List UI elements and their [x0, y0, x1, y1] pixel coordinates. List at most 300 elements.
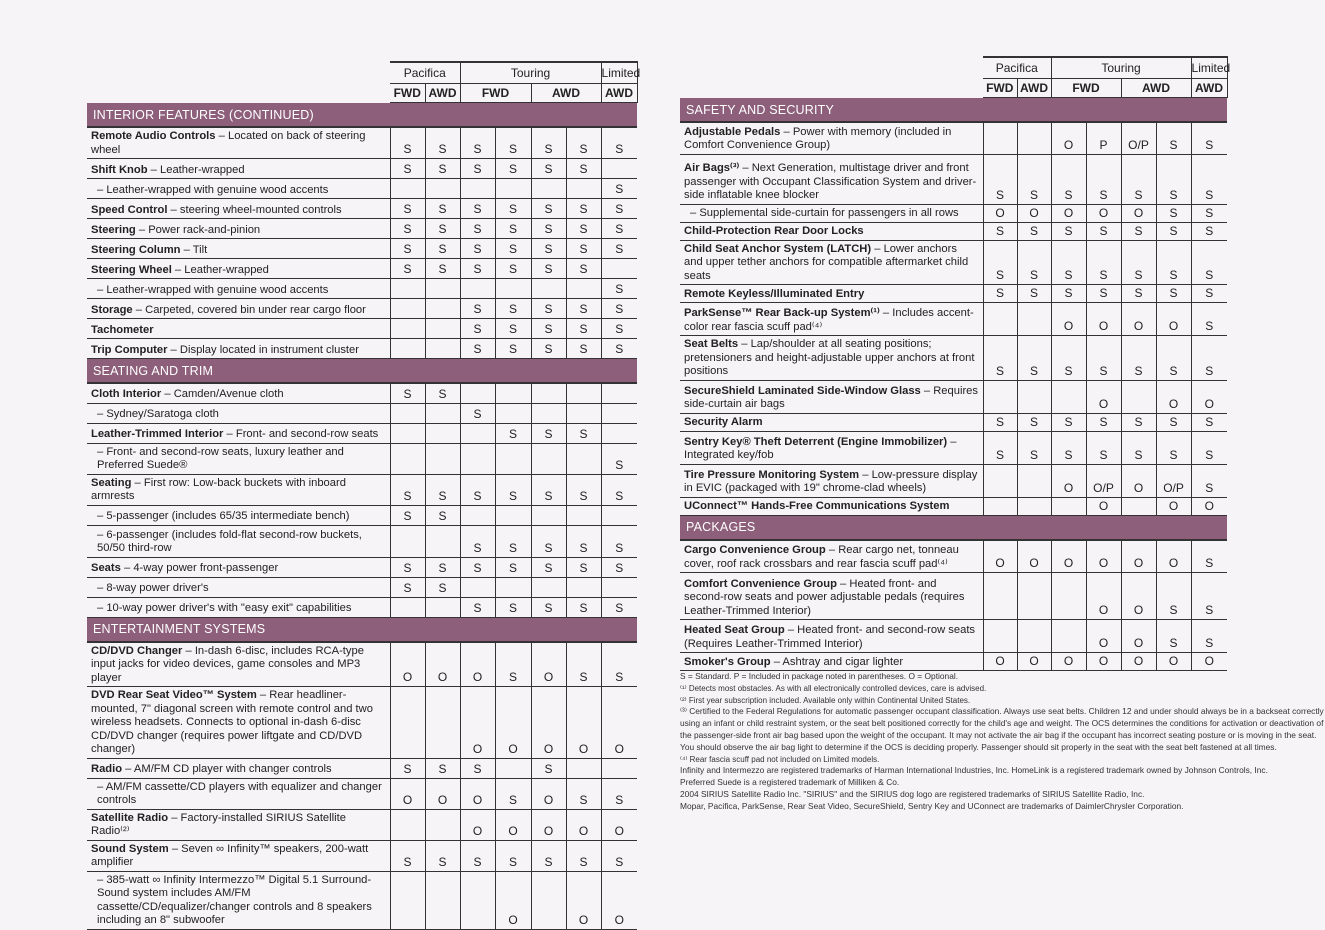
availability-cell: O — [1017, 653, 1051, 671]
availability-cell: S — [601, 642, 637, 687]
availability-cell: S — [566, 840, 601, 871]
availability-cell: S — [390, 840, 425, 871]
availability-cell: S — [390, 474, 425, 505]
feature-label: Seat Belts – Lap/shoulder at all seating positions; pretensioners and height-adjustable upper anchors at front positions — [680, 336, 983, 381]
availability-cell — [390, 423, 425, 443]
availability-cell: S — [566, 778, 601, 809]
feature-description: Heated front- and second-row seats (Requires Leather-Trimmed Interior) — [684, 624, 976, 650]
availability-cell: S — [601, 179, 637, 199]
availability-cell: O — [531, 809, 566, 840]
availability-cell — [983, 573, 1017, 620]
table-row — [680, 497, 1227, 515]
availability-cell: S — [1191, 222, 1227, 240]
availability-cell: O — [425, 778, 460, 809]
table-row — [87, 840, 637, 871]
availability-cell: O — [460, 642, 495, 687]
availability-cell: S — [566, 474, 601, 505]
feature-description: – 6-passenger (includes fold-flat second-row buckets, 50/50 third-row — [97, 528, 362, 554]
availability-cell — [495, 279, 531, 299]
availability-cell: O — [425, 642, 460, 687]
availability-cell: O — [1121, 303, 1156, 336]
availability-cell — [983, 464, 1017, 497]
table-row — [87, 758, 637, 778]
availability-cell: O — [1086, 303, 1121, 336]
availability-cell: O — [983, 204, 1017, 222]
availability-cell — [601, 259, 637, 279]
availability-cell — [460, 279, 495, 299]
availability-cell: S — [601, 319, 637, 339]
availability-cell: S — [495, 159, 531, 179]
feature-description: – Leather-wrapped with genuine wood accents — [97, 183, 329, 196]
availability-cell: S — [531, 423, 566, 443]
availability-cell: S — [460, 199, 495, 219]
availability-cell: S — [1086, 240, 1121, 285]
table-row — [87, 159, 637, 179]
availability-cell — [425, 525, 460, 557]
availability-cell — [390, 871, 425, 929]
availability-cell — [390, 339, 425, 359]
availability-cell: S — [495, 840, 531, 871]
availability-cell — [425, 423, 460, 443]
feature-description: In-dash 6-disc, includes RCA-type input jacks for video devices, game consoles and MP3 player — [91, 644, 364, 684]
availability-cell: S — [531, 199, 566, 219]
availability-cell: S — [390, 199, 425, 219]
availability-cell: O — [460, 809, 495, 840]
availability-cell: S — [495, 319, 531, 339]
availability-cell: S — [425, 239, 460, 259]
availability-cell: S — [495, 778, 531, 809]
availability-cell: S — [1156, 240, 1191, 285]
table-row — [87, 778, 637, 809]
feature-name: Storage — [91, 303, 133, 316]
feature-label — [680, 204, 983, 222]
section-header — [87, 359, 637, 384]
availability-cell: S — [531, 259, 566, 279]
availability-cell — [566, 758, 601, 778]
table-row — [87, 219, 637, 239]
feature-description: – 385-watt ∞ Infinity Intermezzo™ Digital 5.1 Surround-Sound system includes AM/FM cassette/CD/equalizer/changer controls and 8 speakers including an 8" subwoofer — [97, 873, 372, 926]
header-pacifica-fwd: FWD — [390, 84, 425, 103]
availability-cell: S — [1086, 431, 1121, 464]
availability-cell: O — [983, 653, 1017, 671]
table-row — [87, 259, 637, 279]
section-title: SEATING AND TRIM — [87, 359, 637, 384]
footnote-line: Mopar, Pacifica, ParkSense, Rear Seat Video, SecureShield, Sentry Key and UConnect are trademarks of DaimlerChrysler Corporation. — [680, 800, 1184, 811]
availability-cell — [983, 380, 1017, 413]
feature-description: – 8-way power driver's — [97, 582, 209, 594]
section-title: INTERIOR FEATURES (CONTINUED) — [87, 103, 637, 128]
availability-cell — [601, 423, 637, 443]
availability-cell: S — [1051, 431, 1086, 464]
availability-cell — [566, 403, 601, 423]
section-header — [87, 617, 637, 642]
availability-cell: S — [601, 443, 637, 474]
table-row — [680, 464, 1227, 497]
availability-cell: S — [983, 154, 1017, 204]
table-row — [87, 577, 637, 597]
feature-label — [87, 505, 390, 525]
feature-name: Sound System — [91, 842, 169, 855]
feature-label: Speed Control – steering wheel-mounted controls — [87, 199, 390, 219]
availability-cell: S — [460, 403, 495, 423]
feature-label — [87, 597, 390, 617]
availability-cell: O — [460, 687, 495, 759]
availability-cell: O — [1121, 620, 1156, 653]
availability-cell — [495, 383, 531, 403]
availability-cell: S — [425, 383, 460, 403]
header-trim-row — [87, 62, 637, 84]
availability-cell: S — [1156, 222, 1191, 240]
feature-description: 4-way power front-passenger — [133, 562, 279, 574]
table-row — [680, 154, 1227, 204]
availability-cell: S — [1156, 336, 1191, 381]
availability-cell: S — [390, 577, 425, 597]
table-row — [680, 620, 1227, 653]
feature-label: Comfort Convenience Group – Heated front- and second-row seats and power adjustable pedals (requires Leather-Trimmed Interior) — [680, 573, 983, 620]
availability-cell — [390, 279, 425, 299]
availability-cell: O/P — [1086, 464, 1121, 497]
feature-description: AM/FM CD player with changer controls — [133, 763, 332, 775]
feature-name: Speed Control — [91, 203, 168, 216]
feature-description: Includes accent-color rear fascia scuff pad⁽⁴⁾ — [684, 307, 974, 333]
availability-cell: O — [1051, 540, 1086, 573]
availability-cell: S — [425, 758, 460, 778]
availability-cell: S — [495, 557, 531, 577]
availability-cell — [1051, 497, 1086, 515]
availability-cell: S — [425, 505, 460, 525]
feature-description: – 5-passenger (includes 65/35 intermediate bench) — [97, 510, 350, 522]
availability-cell: O — [1017, 204, 1051, 222]
feature-description: Carpeted, covered bin under rear cargo floor — [145, 303, 366, 316]
availability-cell — [601, 403, 637, 423]
availability-cell: S — [566, 299, 601, 319]
availability-cell: O — [460, 778, 495, 809]
availability-cell: S — [531, 239, 566, 259]
availability-cell — [531, 871, 566, 929]
availability-cell: S — [425, 159, 460, 179]
feature-description: Display located in instrument cluster — [179, 343, 359, 356]
feature-label — [87, 279, 390, 299]
availability-cell: S — [1191, 204, 1227, 222]
availability-cell: S — [425, 474, 460, 505]
availability-cell: O — [1086, 204, 1121, 222]
availability-cell: O — [1156, 540, 1191, 573]
availability-cell: O — [601, 809, 637, 840]
availability-cell: S — [601, 557, 637, 577]
section-header — [680, 98, 1227, 123]
table-row — [680, 303, 1227, 336]
availability-cell — [390, 809, 425, 840]
availability-cell: S — [566, 219, 601, 239]
availability-cell — [390, 525, 425, 557]
feature-name: SecureShield Laminated Side-Window Glass — [684, 384, 921, 397]
availability-cell: S — [1156, 122, 1191, 154]
availability-cell: S — [531, 127, 566, 159]
header-pacifica-fwd: FWD — [983, 79, 1017, 98]
availability-cell: S — [566, 259, 601, 279]
availability-cell: S — [983, 222, 1017, 240]
feature-description: Heated front- and second-row seats and power adjustable pedals (requires Leather-Trimmed Interior) — [684, 577, 965, 617]
table-row — [680, 380, 1227, 413]
availability-cell: O — [1191, 380, 1227, 413]
availability-cell — [1017, 497, 1051, 515]
feature-label: CD/DVD Changer – In-dash 6-disc, includes RCA-type input jacks for video devices, game consoles and MP3 player — [87, 642, 390, 687]
availability-cell: S — [460, 319, 495, 339]
footnote-line: ⁽⁴⁾ Rear fascia scuff pad not included on Limited models. — [680, 754, 880, 764]
header-drive-row — [680, 79, 1227, 98]
feature-label — [87, 403, 390, 423]
availability-cell — [1051, 573, 1086, 620]
availability-cell: O — [1086, 653, 1121, 671]
availability-cell — [601, 159, 637, 179]
availability-cell: S — [1051, 413, 1086, 431]
availability-cell: S — [601, 239, 637, 259]
availability-cell: S — [390, 159, 425, 179]
availability-cell: S — [495, 474, 531, 505]
availability-cell: S — [1191, 154, 1227, 204]
availability-cell — [495, 179, 531, 199]
availability-cell: S — [1121, 431, 1156, 464]
feature-description: – Sydney/Saratoga cloth — [97, 408, 219, 420]
feature-label: Radio – AM/FM CD player with changer controls — [87, 758, 390, 778]
availability-cell: S — [495, 299, 531, 319]
table-row — [680, 122, 1227, 154]
availability-cell: O — [983, 540, 1017, 573]
availability-cell: S — [531, 758, 566, 778]
table-row — [87, 505, 637, 525]
availability-cell: S — [495, 339, 531, 359]
availability-cell: S — [425, 840, 460, 871]
availability-cell: S — [1051, 240, 1086, 285]
availability-cell: P — [1086, 122, 1121, 154]
availability-cell: S — [1086, 285, 1121, 303]
availability-cell: S — [390, 505, 425, 525]
availability-cell — [460, 383, 495, 403]
feature-label — [680, 222, 983, 240]
legend-note: S = Standard. P = Included in package noted in parentheses. O = Optional. — [680, 671, 959, 681]
header-pacifica: Pacifica — [983, 57, 1051, 79]
availability-cell: O — [1121, 573, 1156, 620]
availability-cell: S — [1017, 285, 1051, 303]
availability-cell — [425, 443, 460, 474]
availability-cell: S — [1121, 154, 1156, 204]
feature-label: Storage – Carpeted, covered bin under rear cargo floor — [87, 299, 390, 319]
feature-name: Seating — [91, 476, 132, 489]
feature-label: Sound System – Seven ∞ Infinity™ speakers, 200-watt amplifier — [87, 840, 390, 871]
availability-cell — [601, 758, 637, 778]
availability-cell: O — [1191, 497, 1227, 515]
footnote-line: ⁽²⁾ First year subscription included. Available only within Continental United States. — [680, 695, 971, 705]
availability-cell: S — [495, 642, 531, 687]
feature-name: Adjustable Pedals — [684, 125, 781, 138]
header-touring-awd: AWD — [1121, 79, 1191, 98]
feature-description: steering wheel-mounted controls — [179, 203, 342, 216]
availability-cell: S — [1121, 222, 1156, 240]
availability-cell: S — [531, 339, 566, 359]
availability-cell: S — [1156, 154, 1191, 204]
availability-cell: S — [495, 239, 531, 259]
table-row — [87, 127, 637, 159]
feature-description: First row: Low-back buckets with inboard armrests — [91, 476, 346, 502]
feature-description: – AM/FM cassette/CD players with equalizer and changer controls — [97, 780, 382, 806]
header-pacifica-awd: AWD — [1017, 79, 1051, 98]
availability-cell: O — [1191, 653, 1227, 671]
feature-description: Power rack-and-pinion — [148, 223, 261, 236]
table-row — [87, 339, 637, 359]
availability-cell: S — [425, 219, 460, 239]
availability-cell: S — [1191, 285, 1227, 303]
feature-label: Adjustable Pedals – Power with memory (included in Comfort Convenience Group) — [680, 122, 983, 154]
availability-cell: S — [566, 239, 601, 259]
feature-description: Leather-wrapped — [184, 263, 269, 276]
availability-cell: S — [1121, 413, 1156, 431]
availability-cell — [390, 443, 425, 474]
availability-cell — [983, 122, 1017, 154]
availability-cell: S — [531, 474, 566, 505]
feature-description: Low-pressure display in EVIC (packaged with 19" chrome-clad wheels) — [684, 468, 978, 494]
availability-cell — [425, 597, 460, 617]
feature-label: Steering Wheel – Leather-wrapped — [87, 259, 390, 279]
header-touring-fwd: FWD — [1051, 79, 1121, 98]
availability-cell — [390, 179, 425, 199]
availability-cell — [566, 383, 601, 403]
availability-cell: O — [531, 642, 566, 687]
availability-cell — [983, 303, 1017, 336]
feature-label — [680, 413, 983, 431]
section-title: ENTERTAINMENT SYSTEMS — [87, 617, 637, 642]
availability-cell: S — [531, 557, 566, 577]
availability-cell — [425, 279, 460, 299]
availability-cell: O — [495, 687, 531, 759]
availability-cell: S — [425, 577, 460, 597]
availability-cell: S — [1017, 154, 1051, 204]
availability-cell: S — [460, 758, 495, 778]
table-row — [87, 199, 637, 219]
availability-cell: O — [1156, 497, 1191, 515]
availability-cell: S — [1086, 222, 1121, 240]
availability-cell: S — [460, 597, 495, 617]
feature-label: Trip Computer – Display located in instrument cluster — [87, 339, 390, 359]
feature-name: Air Bags⁽³⁾ — [684, 162, 740, 174]
availability-cell: O — [1051, 464, 1086, 497]
feature-name: Smoker's Group — [684, 655, 771, 668]
availability-cell — [425, 871, 460, 929]
availability-cell: O — [1121, 653, 1156, 671]
feature-label: Steering Column – Tilt — [87, 239, 390, 259]
feature-description: Tilt — [192, 243, 208, 256]
availability-cell: S — [1191, 431, 1227, 464]
availability-cell: S — [495, 525, 531, 557]
feature-label: DVD Rear Seat Video™ System – Rear headliner-mounted, 7" diagonal screen with remote control and two wireless headsets. Connects to optional in-dash 6-disc CD/DVD changer (requires power liftgate and CD/DVD changer) — [87, 687, 390, 759]
availability-cell: S — [460, 525, 495, 557]
section-header — [680, 515, 1227, 540]
availability-cell — [495, 505, 531, 525]
availability-cell: O — [495, 871, 531, 929]
feature-name: Remote Audio Controls — [91, 130, 216, 142]
availability-cell: S — [566, 423, 601, 443]
availability-cell — [1017, 464, 1051, 497]
availability-cell: S — [531, 299, 566, 319]
availability-cell: S — [1191, 122, 1227, 154]
availability-cell: S — [531, 597, 566, 617]
availability-cell — [495, 443, 531, 474]
availability-cell: S — [601, 840, 637, 871]
table-row — [87, 809, 637, 840]
availability-cell: S — [1156, 285, 1191, 303]
availability-cell: S — [390, 758, 425, 778]
header-limited-awd: AWD — [601, 84, 637, 103]
availability-cell — [566, 443, 601, 474]
availability-cell: S — [390, 383, 425, 403]
availability-cell: S — [566, 557, 601, 577]
availability-cell: S — [1017, 336, 1051, 381]
feature-description: Located on back of steering wheel — [91, 130, 366, 156]
availability-cell: S — [1051, 222, 1086, 240]
table-row — [87, 179, 637, 199]
header-drive-row — [87, 84, 637, 103]
availability-cell — [531, 443, 566, 474]
availability-cell: S — [495, 127, 531, 159]
footnote-line: You should observe the air bag light to determine if the OCS is deciding properly. Passenger should sit properly in the seat with the seat belt fastened at all times. — [680, 741, 1277, 752]
availability-cell — [601, 505, 637, 525]
feature-description: Power with memory (included in Comfort Convenience Group) — [684, 125, 952, 151]
availability-cell: S — [983, 431, 1017, 464]
availability-cell — [531, 577, 566, 597]
availability-cell — [566, 279, 601, 299]
availability-cell: S — [566, 159, 601, 179]
availability-cell: S — [1191, 620, 1227, 653]
availability-cell: S — [1191, 464, 1227, 497]
availability-cell — [983, 497, 1017, 515]
section-title: PACKAGES — [680, 515, 1227, 540]
availability-cell: S — [1017, 240, 1051, 285]
footnote-line: using an infant or child restraint system, or the seat belt positioned correctly for the child's age and weight. The OCS determines the conditions for activation or deactivation of — [680, 718, 1324, 729]
availability-cell — [601, 577, 637, 597]
feature-label: Cargo Convenience Group – Rear cargo net, tonneau cover, roof rack crossbars and rear fascia scuff pad⁽⁴⁾ — [680, 540, 983, 573]
table-row — [87, 279, 637, 299]
availability-cell: S — [983, 285, 1017, 303]
availability-cell: S — [460, 557, 495, 577]
availability-cell: S — [1191, 540, 1227, 573]
feature-label — [87, 871, 390, 929]
right-spec-column — [680, 56, 1231, 671]
availability-cell: S — [390, 127, 425, 159]
footnote-line: ⁽³⁾ Certified to the Federal Regulations for automatic passenger occupant classification. Always use seat belts. Children 12 and under should always be in a backseat correctly — [680, 706, 1324, 717]
availability-cell: O — [1086, 620, 1121, 653]
header-trim-row — [680, 57, 1227, 79]
feature-name: Shift Knob — [91, 163, 148, 176]
availability-cell: O — [1086, 573, 1121, 620]
footnote-line: Infinity and Intermezzo are registered trademarks of Harman International Industries, Inc. HomeLink is a registered trademark owned by Johnson Controls, Inc. — [680, 765, 1268, 776]
availability-cell — [531, 179, 566, 199]
feature-label: Sentry Key® Theft Deterrent (Engine Immobilizer) – Integrated key/fob — [680, 431, 983, 464]
footnote-line: Preferred Suede is a registered trademark of Milliken & Co. — [680, 777, 900, 788]
availability-cell: O — [601, 871, 637, 929]
availability-cell: S — [460, 259, 495, 279]
availability-cell: S — [1156, 204, 1191, 222]
availability-cell: S — [425, 127, 460, 159]
feature-name: CD/DVD Changer — [91, 644, 183, 657]
feature-label — [87, 319, 390, 339]
availability-cell: S — [566, 525, 601, 557]
feature-name: DVD Rear Seat Video™ System — [91, 689, 257, 701]
availability-cell — [531, 383, 566, 403]
feature-name: Steering Wheel — [91, 263, 172, 276]
feature-name: Cargo Convenience Group — [684, 544, 826, 556]
availability-cell: S — [390, 259, 425, 279]
availability-cell: S — [390, 219, 425, 239]
header-pacifica-awd: AWD — [425, 84, 460, 103]
